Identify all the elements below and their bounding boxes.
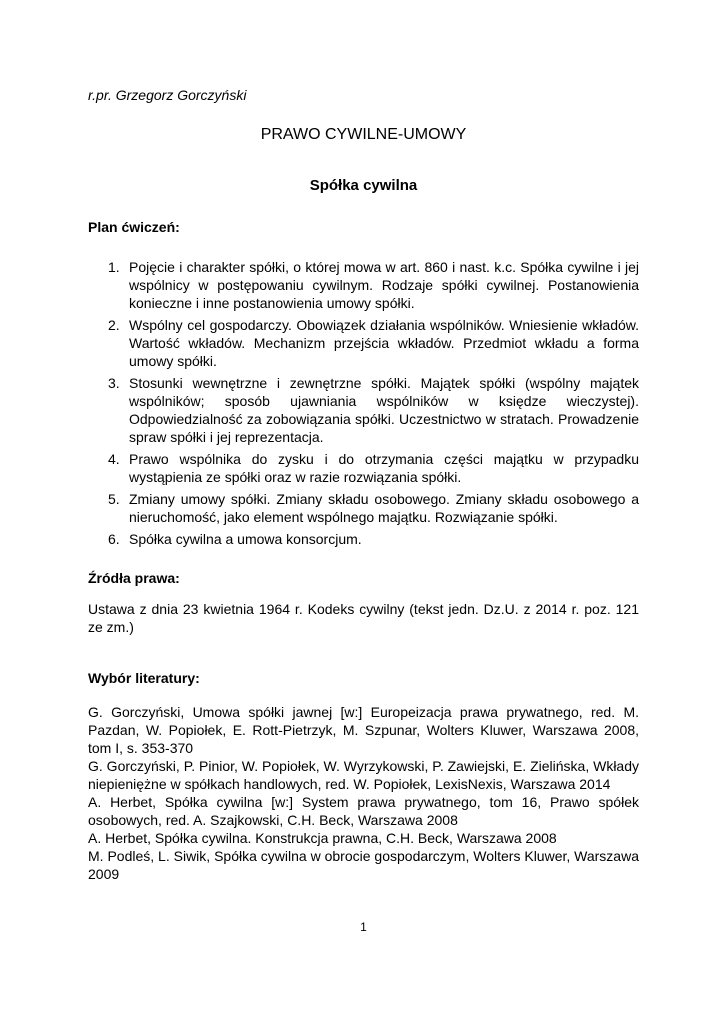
literature-heading: Wybór literatury: (88, 670, 200, 686)
plan-item-text: Zmiany umowy spółki. Zmiany składu osobowego. Zmiany składu osobowego a nieruchomość, jako element wspólnego majątku. Rozwiązanie spółki. (129, 491, 639, 525)
plan-item (88, 450, 639, 486)
literature-list (88, 703, 639, 883)
page-number: 1 (360, 920, 367, 934)
literature-entry: A. Herbet, Spółka cywilna. Konstrukcja prawna, C.H. Beck, Warszawa 2008 (88, 830, 557, 846)
plan-item-number: 4. (108, 451, 120, 467)
sources-heading: Źródła prawa: (88, 570, 180, 586)
plan-list (88, 258, 639, 552)
literature-entry: M. Podleś, L. Siwik, Spółka cywilna w obrocie gospodarczym, Wolters Kluwer, Warszawa 2009 (88, 848, 639, 882)
plan-item (88, 490, 639, 526)
document-page (88, 0, 639, 1024)
plan-item-text: Stosunki wewnętrzne i zewnętrzne spółki. Majątek spółki (wspólny majątek wspólników; sposób ujawniania wspólników w księdze wieczystej). Odpowiedzialność za zobowiązania spółki. Uczestnictwo w stratach. Prowadzenie spraw spółki i jej reprezentacja. (129, 375, 639, 445)
plan-heading: Plan ćwiczeń: (88, 219, 180, 235)
plan-item (88, 316, 639, 370)
literature-entry: G. Gorczyński, P. Pinior, W. Popiołek, W. Wyrzykowski, P. Zawiejski, E. Zielińska, Wkłady niepieniężne w spółkach handlowych, red. W. Popiołek, LexisNexis, Warszawa 2014 (88, 758, 639, 792)
plan-item-text: Wspólny cel gospodarczy. Obowiązek działania wspólników. Wniesienie wkładów. Wartość wkładów. Mechanizm przejścia wkładów. Przedmiot wkładu a forma umowy spółki. (129, 317, 639, 369)
literature-entry: G. Gorczyński, Umowa spółki jawnej [w:] Europeizacja prawa prywatnego, red. M. Pazdan, W. Popiołek, E. Rott-Pietrzyk, M. Szpunar, Wolters Kluwer, Warszawa 2008, tom I, s. 353-370 (88, 704, 639, 756)
sources-text: Ustawa z dnia 23 kwietnia 1964 r. Kodeks cywilny (tekst jedn. Dz.U. z 2014 r. poz. 121 ze zm.) (88, 601, 639, 635)
document-title: PRAWO CYWILNE-UMOWY (260, 126, 467, 143)
plan-item-number: 6. (108, 531, 120, 547)
plan-item (88, 258, 639, 312)
plan-item-number: 2. (108, 317, 120, 333)
plan-item-text: Pojęcie i charakter spółki, o której mowa w art. 860 i nast. k.c. Spółka cywilne i jej wspólnicy w postępowaniu cywilnym. Rodzaje spółki cywilnej. Postanowienia konieczne i inne postanowienia umowy spółki. (129, 259, 639, 311)
plan-item-number: 3. (108, 375, 120, 391)
plan-item-number: 5. (108, 491, 120, 507)
plan-item-text: Spółka cywilna a umowa konsorcjum. (129, 531, 362, 547)
author-line: r.pr. Grzegorz Gorczyński (88, 87, 247, 103)
document-subtitle: Spółka cywilna (309, 177, 418, 194)
literature-entry: A. Herbet, Spółka cywilna [w:] System prawa prywatnego, tom 16, Prawo spółek osobowych, red. A. Szajkowski, C.H. Beck, Warszawa 2008 (88, 794, 639, 828)
plan-item (88, 374, 639, 446)
plan-item-text: Prawo wspólnika do zysku i do otrzymania części majątku w przypadku wystąpienia ze spółki oraz w razie rozwiązania spółki. (129, 451, 639, 485)
plan-item (88, 530, 639, 548)
plan-item-number: 1. (108, 259, 120, 275)
